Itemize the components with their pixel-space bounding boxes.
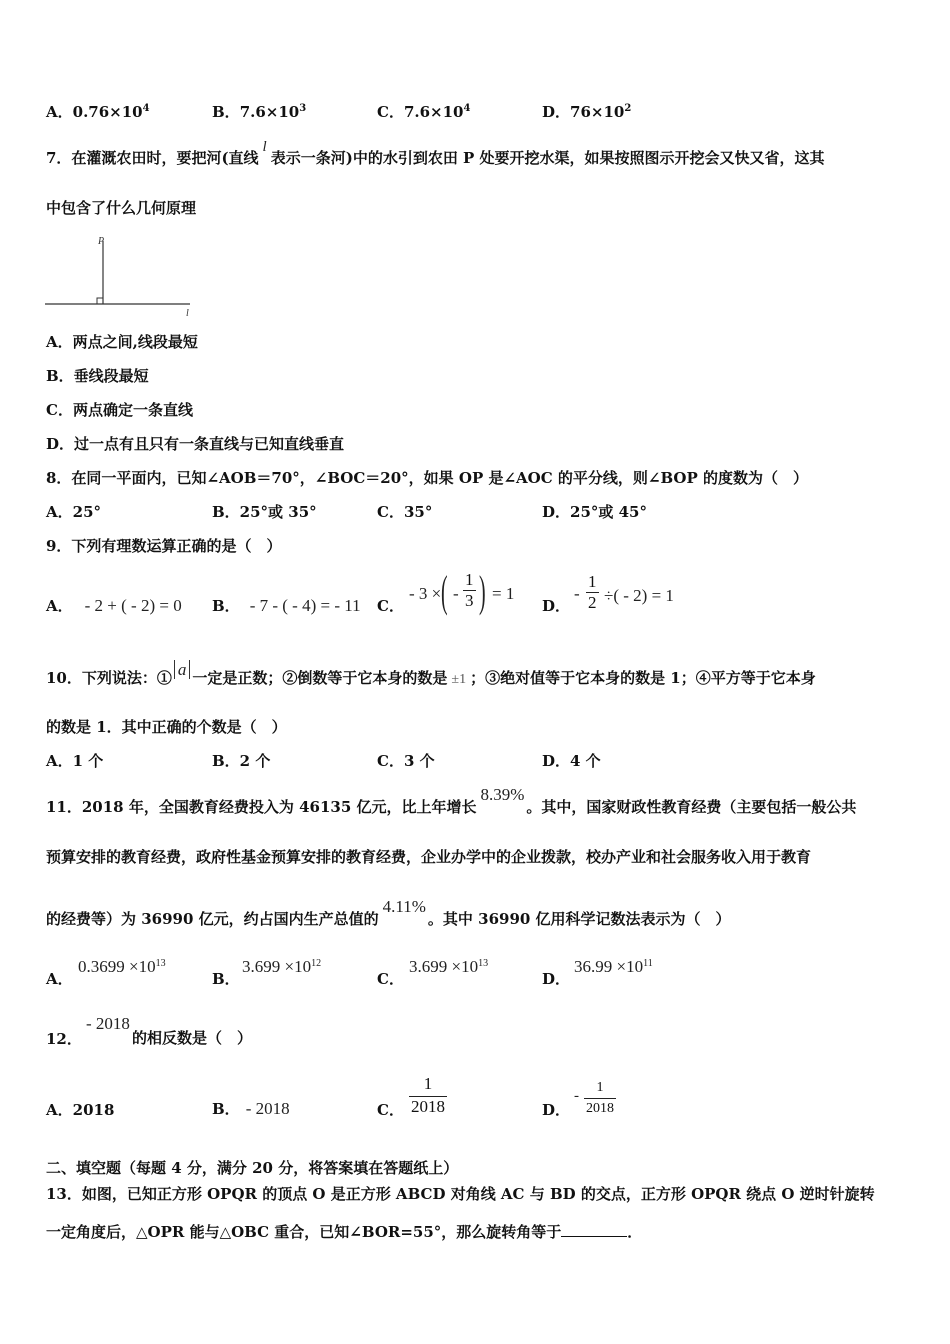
abs-a: a: [174, 660, 191, 679]
q10-question-line2: 的数是 1．其中正确的个数是（ ）: [46, 718, 287, 736]
q11-question-line3: 的经费等）为 36990 亿元，约占国内生产总值的4.11%。其中 36990 亿用科学记数法表示为（ ）: [46, 897, 731, 928]
q8-option-d: D．25°或 45°: [542, 503, 647, 521]
point-p-label: P: [98, 236, 105, 247]
q8-question: 8．在同一平面内，已知∠AOB＝70°，∠BOC＝20°，如果 OP 是∠AOC 的平分线，则∠BOP 的度数为（ ）: [46, 469, 808, 487]
q10-question-line1: 10．下列说法：① a 一定是正数；②倒数等于它本身的数是 ±1 ；③绝对值等于它本身的数是 1；④平方等于它本身: [46, 660, 816, 687]
q12-c-fraction: $\frac{1}{2018}$: [411, 1074, 445, 1116]
q11-question-line2: 预算安排的教育经费，政府性基金预算安排的教育经费，企业办学中的企业拨款，校办产业和社会服务收入用于教育: [46, 848, 812, 866]
q6-option-b: B．$7.6\times 10^3$: [212, 103, 307, 121]
section-2-title: 二、填空题（每题 4 分，满分 20 分，将答案填在答题纸上）: [46, 1159, 459, 1177]
q7-question-line1: 7．在灌溉农田时，要把河(直线l表示一条河)中的水引到农田 P 处要开挖水渠，如果按照图示开挖会又快又省，这其: [46, 139, 825, 167]
right-angle-mark: [97, 298, 103, 304]
q12-option-a: A．2018: [46, 1101, 115, 1119]
q7-option-b: B．垂线段最短: [46, 367, 149, 385]
q9-question: 9．下列有理数运算正确的是（ ）: [46, 537, 282, 555]
q13-question-line2: 一定角度后，△OPR 能与△OBC 重合，已知∠BOR=55°，那么旋转角等于 ．: [46, 1223, 643, 1241]
q6-option-d: D．$76\times 10^2$: [542, 103, 632, 121]
q9-d-fraction: $\frac{1}{2}$: [588, 572, 597, 612]
q6-option-a: A．$0.76\times 10^4$: [46, 103, 150, 121]
q6-option-c: C．$7.6\times 10^4$: [377, 103, 471, 121]
q13-question-line1: 13．如图，已知正方形 OPQR 的顶点 O 是正方形 ABCD 对角线 AC 与 BD 的交点，正方形 OPQR 绕点 O 逆时针旋转: [46, 1185, 875, 1203]
q7-option-a: A．两点之间,线段最短: [46, 333, 198, 351]
q9-c-fraction: $\frac{1}{3}$: [465, 570, 474, 610]
q9-option-a: A． - 2 + ( - 2) = 0: [46, 596, 182, 615]
q11-question-line1: 11．2018 年，全国教育经费投入为 46135 亿元，比上年增长8.39%。其中，国家财政性教育经费（主要包括一般公共: [46, 785, 857, 816]
q10-option-a: A．1 个: [46, 752, 104, 770]
q10-option-c: C．3 个: [377, 752, 435, 770]
q8-option-c: C．35°: [377, 503, 433, 521]
q12-d-fraction: $\frac{1}{2018}$: [586, 1080, 614, 1116]
q8-option-a: A．25°: [46, 503, 102, 521]
q12-option-b: B． - 2018: [212, 1099, 290, 1118]
answer-blank[interactable]: [561, 1222, 627, 1237]
q9-option-b: B． - 7 - ( - 4) = - 11: [212, 596, 361, 615]
q7-figure: [40, 232, 200, 320]
q10-option-d: D．4 个: [542, 752, 601, 770]
q10-option-b: B．2 个: [212, 752, 271, 770]
q7-question-line2: 中包含了什么几何原理: [46, 199, 197, 217]
q8-option-b: B．25°或 35°: [212, 503, 317, 521]
q7-option-d: D．过一点有且只有一条直线与已知直线垂直: [46, 435, 345, 453]
line-l-label: l: [186, 308, 189, 319]
q7-option-c: C．两点确定一条直线: [46, 401, 193, 419]
